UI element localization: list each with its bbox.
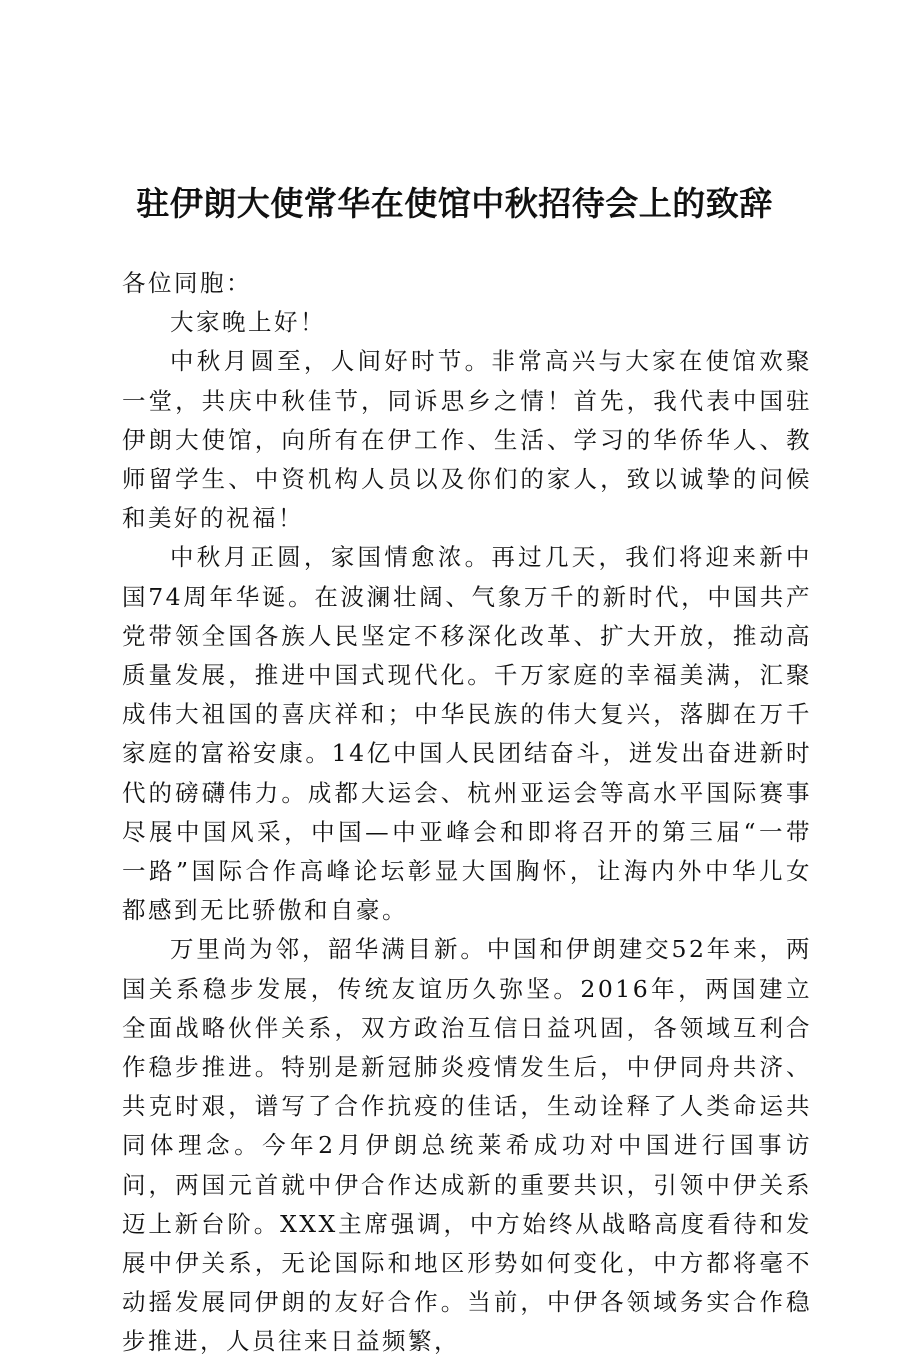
paragraph-greeting: 大家晚上好！ <box>170 308 326 337</box>
document-body <box>122 264 812 1362</box>
document-title: 驻伊朗大使常华在使馆中秋招待会上的致辞 <box>136 184 773 223</box>
paragraph-homeland: 中秋月正圆，家国情愈浓。再过几天，我们将迎来新中国74周年华诞。在波澜壮阔、气象万千的新时代，中国共产党带领全国各族人民坚定不移深化改革、扩大开放，推动高质量发展，推进中国式现代化。千万家庭的幸福美满，汇聚成伟大祖国的喜庆祥和；中华民族的伟大复兴，落脚在万千家庭的富裕安康。14亿中国人民团结奋斗，迸发出奋进新时代的磅礴伟力。成都大运会、杭州亚运会等高水平国际赛事尽展中国风采，中国—中亚峰会和即将召开的第三届“一带一路”国际合作高峰论坛彰显大国胸怀，让海内外中华儿女都感到无比骄傲和自豪。 <box>122 543 812 925</box>
paragraph-china-iran-relations: 万里尚为邻，韶华满目新。中国和伊朗建交52年来，两国关系稳步发展，传统友谊历久弥坚。2016年，两国建立全面战略伙伴关系，双方政治互信日益巩固，各领域互利合作稳步推进。特别是新冠肺炎疫情发生后，中伊同舟共济、共克时艰，谱写了合作抗疫的佳话，生动诠释了人类命运共同体理念。今年2月伊朗总统莱希成功对中国进行国事访问，两国元首就中伊合作达成新的重要共识，引领中伊关系迈上新台阶。XXX主席强调，中方始终从战略高度看待和发展中伊关系，无论国际和地区形势如何变化，中方都将毫不动摇发展同伊朗的友好合作。当前，中伊各领域务实合作稳步推进，人员往来日益频繁， <box>122 935 812 1356</box>
paragraph-mid-autumn: 中秋月圆至，人间好时节。非常高兴与大家在使馆欢聚一堂，共庆中秋佳节，同诉思乡之情！首先，我代表中国驻伊朗大使馆，向所有在伊工作、生活、学习的华侨华人、教师留学生、中资机构人员以及你们的家人，致以诚挚的问候和美好的祝福！ <box>122 347 812 533</box>
salutation: 各位同胞： <box>122 269 252 297</box>
